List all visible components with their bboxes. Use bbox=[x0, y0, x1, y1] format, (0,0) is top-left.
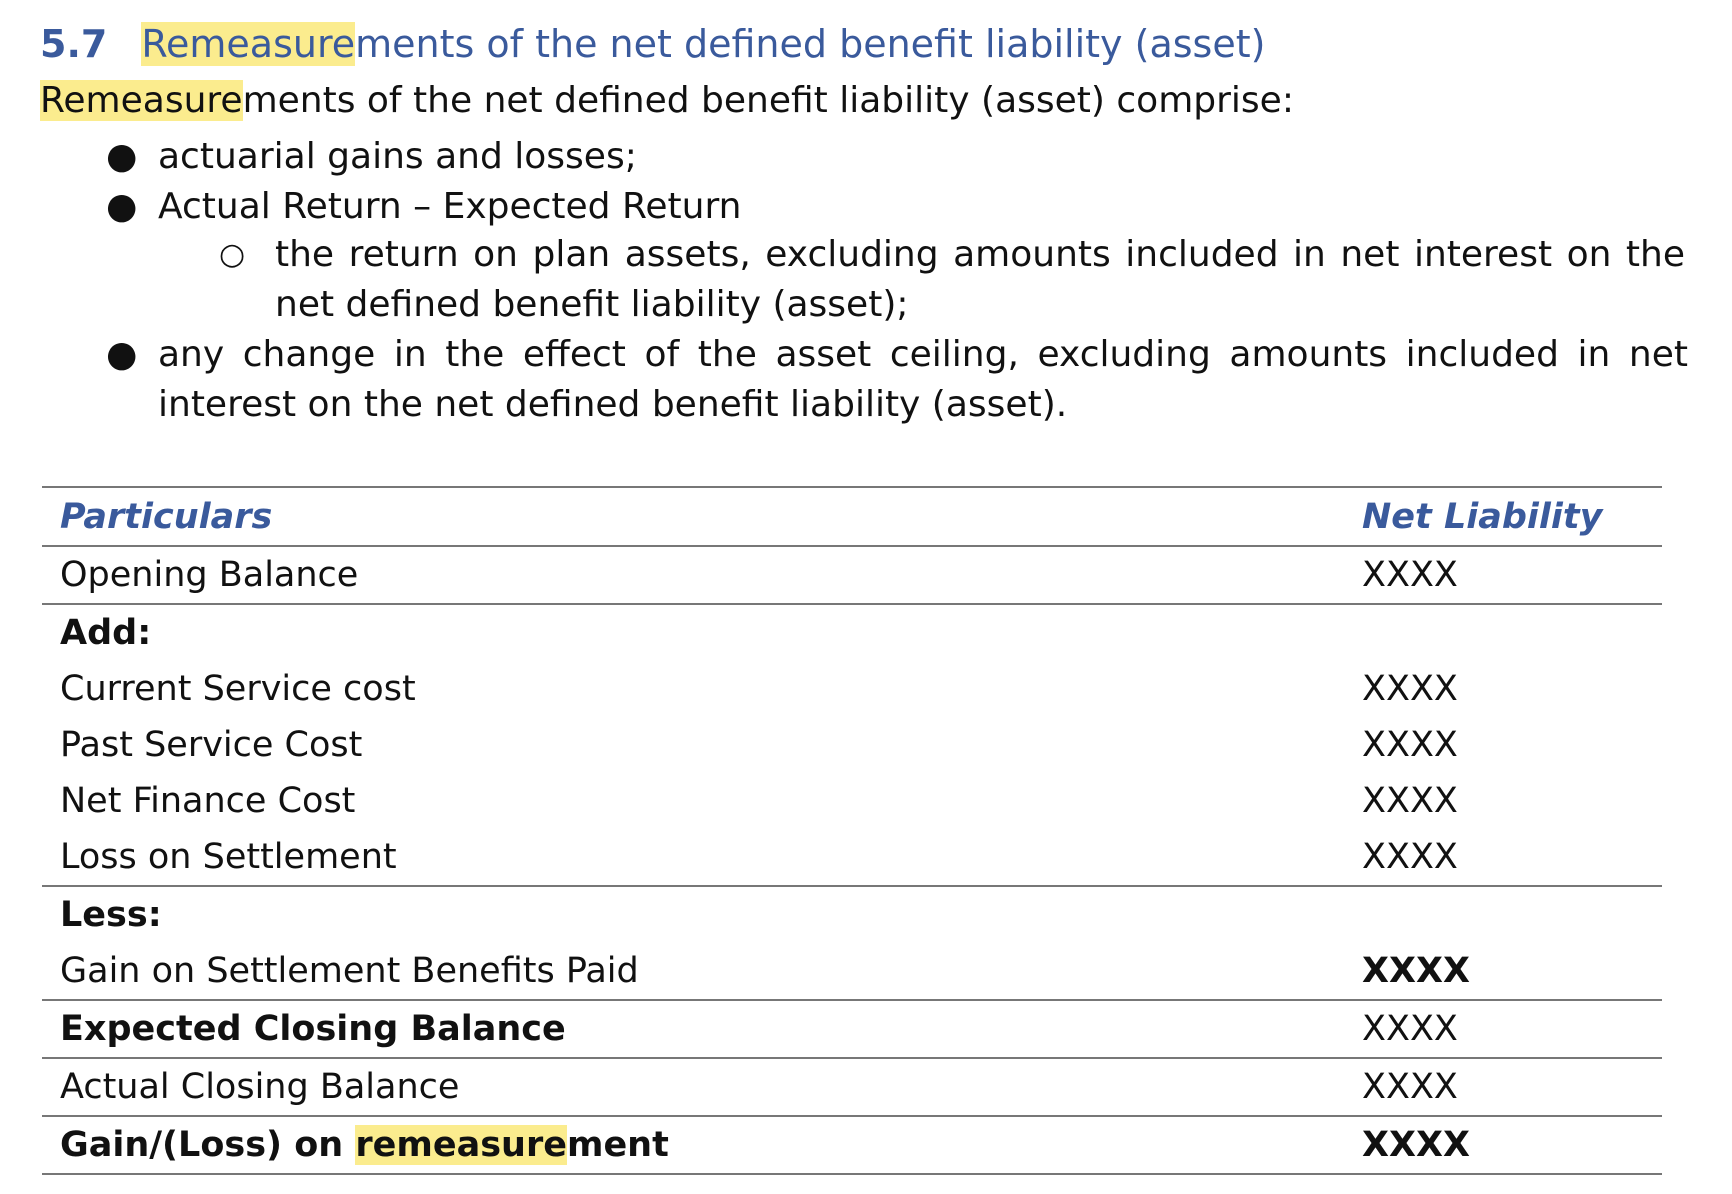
intro-text: ments of the net defined benefit liability (asset) comprise: bbox=[242, 80, 1294, 121]
table-row bbox=[42, 717, 1662, 773]
row-label: Current Service cost bbox=[60, 669, 416, 709]
column-header-particulars: Particulars bbox=[42, 487, 1362, 546]
bullet-text: Actual Return – Expected Return bbox=[158, 186, 742, 227]
sub-bullet-text: the return on plan assets, excluding amounts included in net interest on the net defined benefit liability (asset); bbox=[275, 234, 1685, 325]
row-label: Expected Closing Balance bbox=[42, 1000, 1362, 1058]
row-amount: XXXX bbox=[1362, 1116, 1662, 1174]
table-row bbox=[42, 1116, 1662, 1174]
row-amount: XXXX bbox=[1362, 725, 1458, 765]
bullet-item bbox=[106, 182, 1688, 232]
bullet-text: actuarial gains and losses; bbox=[158, 136, 637, 177]
section-title: ments of the net defined benefit liability (asset) bbox=[355, 22, 1266, 66]
bullet-item bbox=[106, 132, 1688, 182]
section-heading bbox=[40, 22, 1265, 66]
circle-bullet-icon: ○ bbox=[219, 237, 246, 272]
table-row bbox=[42, 1058, 1662, 1116]
table-row bbox=[42, 546, 1662, 604]
row-label bbox=[42, 1116, 1362, 1174]
table-row bbox=[42, 604, 1662, 661]
row-amount bbox=[1362, 604, 1662, 661]
row-amount: XXXX bbox=[1362, 1058, 1662, 1116]
bullet-icon: ● bbox=[106, 136, 138, 177]
highlighted-term: remeasure bbox=[355, 1125, 567, 1165]
table-row bbox=[42, 773, 1662, 829]
column-header-net-liability: Net Liability bbox=[1362, 487, 1662, 546]
table-row bbox=[42, 661, 1662, 717]
remeasurement-table bbox=[42, 486, 1662, 1175]
row-amount: XXXX bbox=[1362, 669, 1458, 709]
highlighted-term: Remeasure bbox=[40, 80, 243, 121]
row-label: Actual Closing Balance bbox=[42, 1058, 1362, 1116]
bullet-icon: ● bbox=[106, 334, 138, 375]
table-header bbox=[42, 487, 1662, 546]
bullet-text: any change in the effect of the asset ceiling, excluding amounts included in net interest on the net defined benefit liability (asset). bbox=[158, 334, 1688, 425]
bullet-icon: ● bbox=[106, 186, 138, 227]
row-label: Add: bbox=[60, 613, 152, 653]
bullet-item bbox=[106, 330, 1688, 430]
table-row bbox=[42, 943, 1662, 1000]
row-amount: XXXX bbox=[1362, 943, 1662, 1000]
section-number: 5.7 bbox=[40, 22, 108, 66]
table-row bbox=[42, 886, 1662, 943]
row-label: Less: bbox=[60, 895, 162, 935]
highlighted-term: Remeasure bbox=[141, 22, 356, 66]
table-row bbox=[42, 1000, 1662, 1058]
intro-paragraph bbox=[40, 80, 1294, 121]
row-amount: XXXX bbox=[1362, 546, 1662, 604]
row-label: Loss on Settlement bbox=[42, 829, 1362, 886]
row-label-suffix: ment bbox=[566, 1125, 669, 1165]
sub-bullet-item bbox=[219, 230, 1685, 330]
table-row bbox=[42, 829, 1662, 886]
row-amount: XXXX bbox=[1362, 829, 1662, 886]
row-label: Opening Balance bbox=[42, 546, 1362, 604]
row-amount: XXXX bbox=[1362, 1000, 1662, 1058]
row-label-prefix: Gain/(Loss) on bbox=[60, 1125, 356, 1165]
row-label: Gain on Settlement Benefits Paid bbox=[42, 943, 1362, 1000]
row-label: Net Finance Cost bbox=[60, 781, 356, 821]
row-amount bbox=[1362, 886, 1662, 943]
row-amount: XXXX bbox=[1362, 781, 1458, 821]
row-label: Past Service Cost bbox=[60, 725, 363, 765]
